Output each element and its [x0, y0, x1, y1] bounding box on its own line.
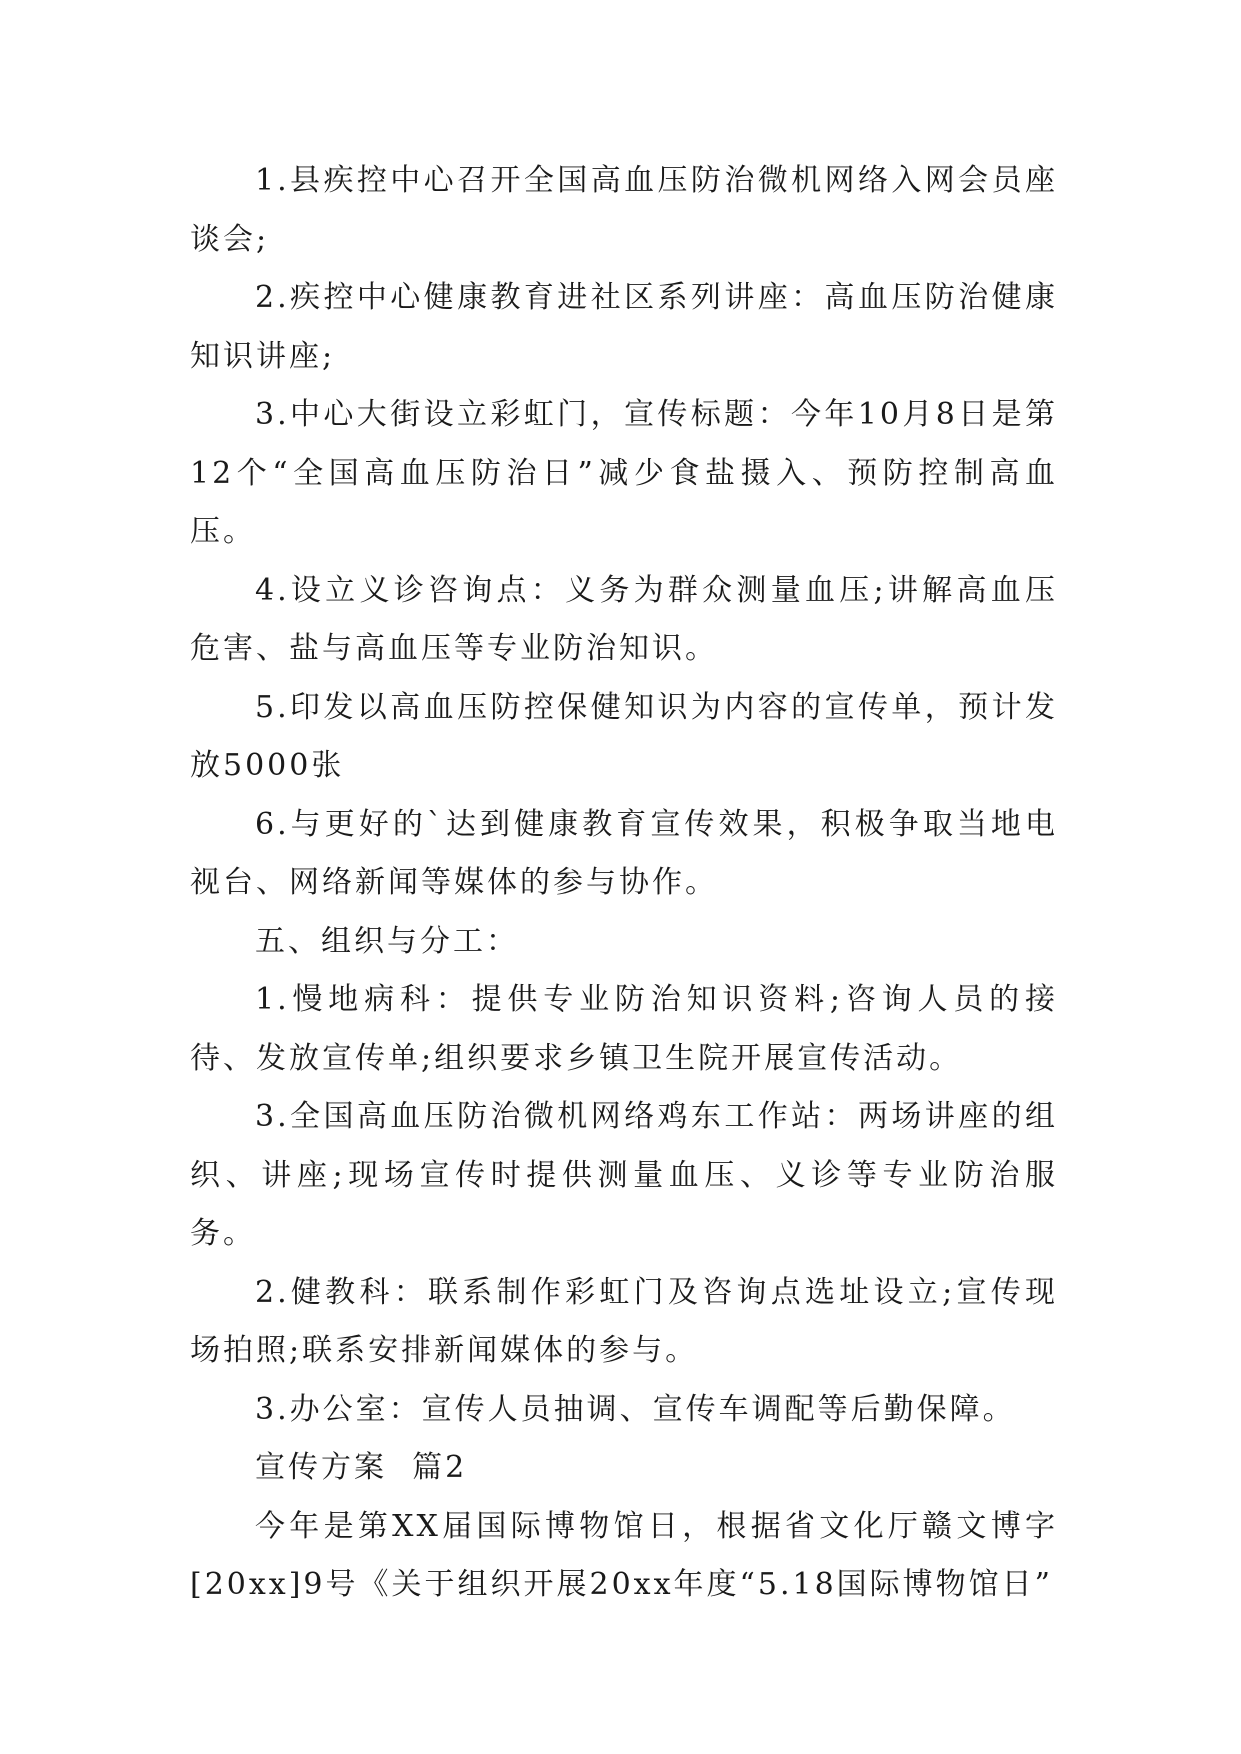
paragraph-item-9: 2.健教科：联系制作彩虹门及咨询点选址设立;宣传现场拍照;联系安排新闻媒体的参与。: [190, 1274, 1058, 1368]
section-title-plan-2: 宣传方案 篇2: [255, 1450, 468, 1485]
paragraph-item-7: 1.慢地病科：提供专业防治知识资料;咨询人员的接待、发放宣传单;组织要求乡镇卫生院开展宣传活动。: [190, 982, 1058, 1076]
document-body: [190, 152, 1058, 1615]
paragraph-item-10: 3.办公室：宣传人员抽调、宣传车调配等后勤保障。: [255, 1391, 1016, 1427]
paragraph-item-11: 今年是第XX届国际博物馆日，根据省文化厅赣文博字[20xx]9号《关于组织开展20xx年度“5.18国际博物馆日”: [190, 1508, 1058, 1602]
paragraph-item-1: 1.县疾控中心召开全国高血压防治微机网络入网会员座谈会;: [190, 163, 1058, 257]
paragraph-item-5: 5.印发以高血压防控保健知识为内容的宣传单，预计发放5000张: [190, 689, 1058, 783]
paragraph-item-4: 4.设立义诊咨询点：义务为群众测量血压;讲解高血压危害、盐与高血压等专业防治知识。: [190, 572, 1058, 666]
paragraph-item-2: 2.疾控中心健康教育进社区系列讲座：高血压防治健康知识讲座;: [190, 280, 1058, 374]
section-heading-organization: 五、组织与分工：: [255, 923, 519, 959]
paragraph-item-8: 3.全国高血压防治微机网络鸡东工作站：两场讲座的组织、讲座;现场宣传时提供测量血压、义诊等专业防治服务。: [190, 1099, 1058, 1251]
paragraph-item-3: 3.中心大街设立彩虹门，宣传标题：今年10月8日是第12个“全国高血压防治日”减少食盐摄入、预防控制高血压。: [190, 397, 1058, 549]
paragraph-item-6: 6.与更好的`达到健康教育宣传效果，积极争取当地电视台、网络新闻等媒体的参与协作。: [190, 806, 1058, 900]
